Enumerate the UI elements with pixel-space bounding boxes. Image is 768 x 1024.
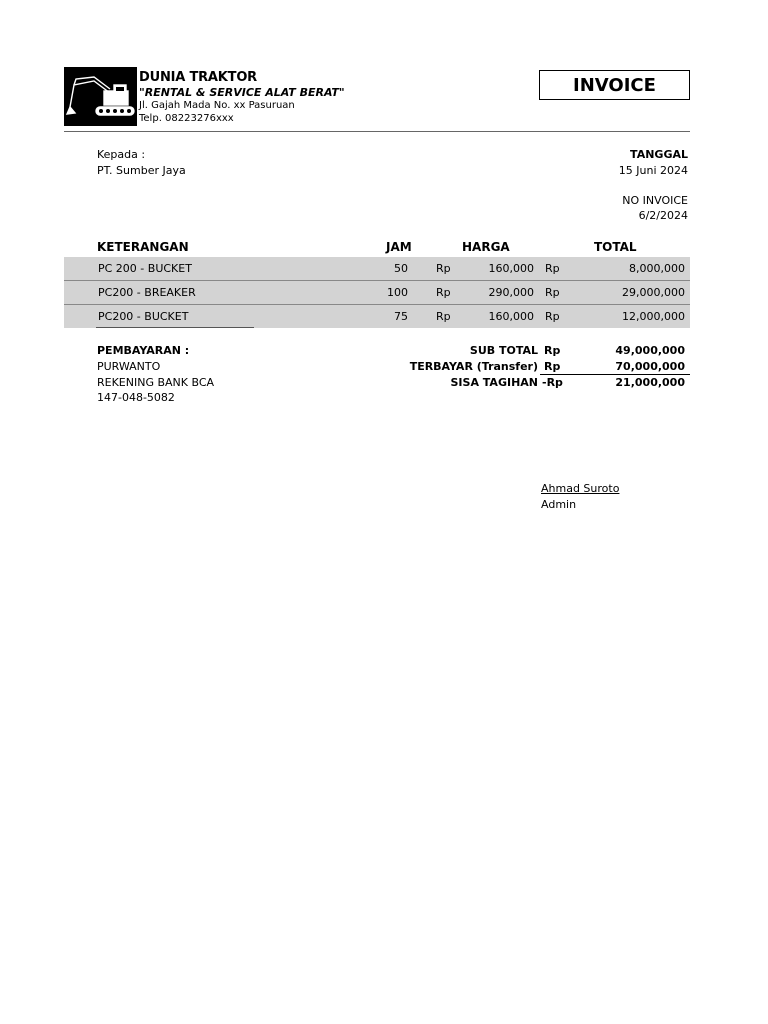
col-header-total: TOTAL [594, 240, 637, 254]
subtotal-value: 49,000,000 [615, 344, 685, 357]
row-total: 29,000,000 [622, 286, 685, 299]
row-total-currency: Rp [545, 262, 560, 275]
table-row [64, 281, 690, 304]
signature-name: Ahmad Suroto [541, 482, 620, 495]
row-total-currency: Rp [545, 310, 560, 323]
date-label: TANGGAL [630, 148, 688, 161]
payment-name: PURWANTO [97, 360, 161, 373]
row-price: 160,000 [488, 262, 534, 275]
col-header-description: KETERANGAN [97, 240, 189, 254]
paid-value: 70,000,000 [615, 360, 685, 373]
row-price-currency: Rp [436, 262, 451, 275]
row-hours: 50 [394, 262, 408, 275]
payment-account: 147-048-5082 [97, 391, 175, 404]
payment-bank: REKENING BANK BCA [97, 376, 215, 389]
paid-label: TERBAYAR (Transfer) [409, 360, 538, 373]
table-row [64, 305, 690, 328]
balance-value: 21,000,000 [615, 376, 685, 389]
recipient-label: Kepada : [97, 148, 146, 161]
subtotal-currency: Rp [544, 344, 561, 357]
row-total-currency: Rp [545, 286, 560, 299]
company-tagline: "RENTAL & SERVICE ALAT BERAT" [139, 86, 345, 99]
excavator-icon [64, 67, 137, 126]
row-total: 8,000,000 [629, 262, 685, 275]
row-price: 290,000 [488, 286, 534, 299]
table-row [64, 257, 690, 280]
invoice-title: INVOICE [539, 70, 690, 100]
row-price-currency: Rp [436, 286, 451, 299]
header-divider [64, 131, 690, 132]
row-price: 160,000 [488, 310, 534, 323]
company-name: DUNIA TRAKTOR [139, 70, 257, 85]
row-hours: 75 [394, 310, 408, 323]
row-description: PC200 - BREAKER [98, 286, 196, 299]
company-logo-excavator [64, 67, 137, 126]
paid-currency: Rp [544, 360, 561, 373]
row-description: PC 200 - BUCKET [98, 262, 192, 275]
row-hours: 100 [387, 286, 408, 299]
recipient-name: PT. Sumber Jaya [97, 164, 186, 177]
invoice-number-label: NO INVOICE [622, 194, 688, 207]
company-address: Jl. Gajah Mada No. xx Pasuruan [139, 100, 295, 111]
company-phone: Telp. 08223276xxx [139, 113, 234, 124]
subtotal-label: SUB TOTAL [469, 344, 538, 357]
balance-label: SISA TAGIHAN [450, 376, 538, 389]
signature-role: Admin [541, 498, 577, 511]
payment-label: PEMBAYARAN : [97, 344, 190, 357]
invoice-number-value: 6/2/2024 [638, 209, 688, 222]
col-header-price: HARGA [462, 240, 510, 254]
description-underline [96, 327, 254, 328]
balance-currency: -Rp [542, 376, 563, 389]
date-value: 15 Juni 2024 [618, 164, 688, 177]
row-price-currency: Rp [436, 310, 451, 323]
summary-divider [540, 374, 690, 375]
row-description: PC200 - BUCKET [98, 310, 189, 323]
row-total: 12,000,000 [622, 310, 685, 323]
col-header-hours: JAM [386, 240, 412, 254]
